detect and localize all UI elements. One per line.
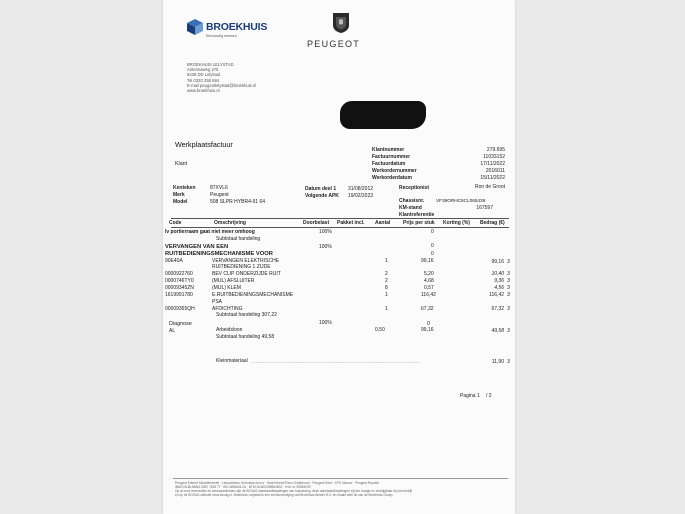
apk-label: Volgende APK — [305, 193, 339, 199]
chassis-label: Chassisnr. — [399, 198, 425, 204]
row-price: 116,42 — [421, 292, 436, 298]
chassis-value: VF38ORHC8CL065439 — [436, 198, 486, 203]
row-qty: 1 — [385, 306, 388, 312]
meta-label: Factuurdatum — [372, 161, 406, 167]
klant-label: Klant — [175, 161, 188, 167]
row-code: 90E40A — [165, 258, 183, 264]
meta-value: 2016011 — [485, 168, 505, 174]
klantref-label: Klantreferentie — [399, 212, 435, 218]
broekhuis-tagline: Eenvoudig mensen — [206, 34, 237, 38]
meta-value: 17/11/2022 — [480, 161, 505, 167]
address-line: Antennaweg 275 — [187, 67, 219, 73]
meta-label: Werkordernummer — [372, 168, 417, 174]
row-code: AL — [169, 328, 176, 334]
invoice-page — [163, 0, 515, 514]
page-total: / 2 — [486, 393, 492, 399]
meta-value: 11033152 — [483, 154, 505, 160]
kleinmateriaal-label: Kleinmateriaal — [216, 358, 248, 364]
footer-line: IBAN NL38 ABNA 0567 7825 77 · BIC ABNANL2A · BTW NL800208584B01 · KvK nr. 39084039 — [175, 485, 311, 490]
line-doorbelast: 100% — [319, 320, 332, 326]
row-description: AFDICHTING — [212, 306, 243, 312]
kleinmateriaal-vat: 3 — [507, 359, 510, 365]
row-qty: 8 — [385, 285, 388, 291]
address-line: www.broekhuis.nl — [187, 88, 220, 94]
merk-value: Peugeot — [210, 192, 229, 198]
col-aantal: Aantal — [375, 220, 391, 226]
row-code: 0000922760 — [165, 271, 193, 277]
col-code: Code — [169, 220, 182, 226]
row-vat-code: 3 — [507, 328, 510, 334]
footer — [175, 481, 412, 497]
row-vat-code: 3 — [507, 306, 510, 312]
peugeot-lion-icon — [332, 12, 350, 34]
leader-dots: ........................................................................................................................................................ — [251, 359, 420, 364]
document-title: Werkplaatsfactuur — [175, 140, 233, 149]
row-description: Arbeidsloon — [216, 327, 243, 333]
row-code: 00009345ZN — [165, 285, 194, 291]
merk-label: Merk — [173, 192, 185, 198]
footer-line: Op al onze leveranties en werkzaamheden zijn de BOVAG standaardbepalingen van toepassing, deze standaardbepalingen zijn ter inzage en verkrijgbaar bij ons bedrijf — [175, 489, 413, 494]
footer-line: Peugeot Erkend Schadeherstel · Leeuwekeus Gebruikte Auto's · Seat Erkend Reco Onderhoud · Peugeot Rent · LPG Inbouw · Peugeot Repride — [175, 481, 380, 485]
row-qty: 1 — [385, 258, 388, 264]
line-heading: RUITBEDIENINGSMECHANISME VOOR — [165, 251, 273, 257]
col-bedrag: Bedrag (€) — [480, 220, 505, 226]
dealer-address — [187, 62, 256, 93]
row-qty: 0,50 — [375, 327, 385, 333]
row-description: E.RUITBEDIENINGSMECHANISME — [212, 292, 294, 298]
address-line: Tel 0320 258 684 — [187, 77, 220, 83]
line-price: 0 — [431, 251, 434, 257]
row-code: Diagnose — [169, 321, 192, 327]
address-line: E-mail peugeotlelystad@broekhuis.nl — [187, 82, 257, 88]
line-description: lv portierraam gaat niet meer omhoog — [165, 229, 255, 235]
row-description: BEV CLIP ONDERZIJDE RUIT — [212, 271, 281, 277]
table-rule-top — [171, 218, 509, 219]
kleinmateriaal-amount: 11,90 — [491, 359, 504, 365]
row-description: VERVANGEN ELEKTRISCHE — [212, 258, 280, 264]
datum-value: 31/08/2012 — [348, 186, 374, 192]
meta-value: 15/11/2022 — [480, 175, 505, 181]
subtotal-label: Subtotaal handeling — [216, 236, 261, 242]
row-price: 5,20 — [424, 271, 434, 277]
row-price: 67,32 — [421, 306, 434, 312]
col-doorbelast: Doorbelast — [303, 220, 330, 226]
col-omschrijving: Omschrijving — [214, 220, 246, 226]
col-korting: Korting (%) — [443, 220, 470, 226]
kenteken-value: 87XVL6 — [210, 185, 228, 191]
subtotal-price: 0 — [431, 243, 434, 249]
row-amount: 4,56 — [494, 285, 504, 291]
redacted-customer-address — [340, 101, 426, 129]
model-label: Model — [173, 199, 188, 205]
receptionist-label: Receptionist — [399, 185, 430, 191]
line-heading: VERVANGEN VAN EEN — [165, 244, 229, 250]
row-price: 99,16 — [421, 327, 434, 333]
row-amount: 49,58 — [491, 328, 504, 334]
row-code: 0000746TY0 — [165, 278, 194, 284]
row-amount: 67,32 — [491, 306, 504, 312]
row-amount: 99,16 — [491, 259, 504, 265]
datum-label: Datum deel 1 — [305, 186, 337, 192]
subtotal-label: Subtotaal handeling 307,22 — [216, 312, 277, 318]
page-label: Pagina 1 — [460, 393, 480, 399]
line-doorbelast: 100% — [319, 244, 332, 250]
col-prijs: Prijs per stuk — [403, 220, 435, 226]
model-value: 508 SLPR HYBR4-91 64 — [210, 199, 266, 205]
meta-label: Factuurnummer — [372, 154, 411, 160]
subtotal-label: Subtotaal handeling 49,58 — [216, 334, 275, 340]
meta-label: Klantnummer — [372, 147, 405, 153]
address-line: BROEKHUIS LELYSTAD — [187, 62, 234, 67]
meta-value: 279.695 — [486, 147, 505, 153]
row-qty: 2 — [385, 271, 388, 277]
table-rule-header — [171, 227, 509, 228]
footer-line: en op de BOVAG-website www.bovag.nl. Broekhuis Lelystad is een servicevestiging van Broekhuis Almere B.V. en maakt deel uit van de Broekhuis Groep. — [175, 493, 394, 498]
row-vat-code: 3 — [507, 259, 510, 265]
row-qty: 1 — [385, 292, 388, 298]
line-doorbelast: 100% — [319, 229, 332, 235]
row-description: RUITBEDIENING 1 ZIJDE — [212, 264, 271, 270]
row-description: (MUL) KLEM — [212, 285, 241, 291]
row-price: 4,68 — [424, 278, 434, 284]
row-code: 00009365QH — [165, 306, 195, 312]
row-price: 99,16 — [421, 258, 434, 264]
kenteken-label: Kenteken — [173, 185, 196, 191]
row-description: PSA — [212, 299, 223, 305]
row-amount: 9,36 — [494, 278, 504, 284]
meta-label: Werkorderdatum — [372, 175, 412, 181]
broekhuis-brand: BROEKHUIS — [206, 21, 268, 33]
km-label: KM-stand — [399, 205, 422, 211]
row-qty: 2 — [385, 278, 388, 284]
row-amount: 116,42 — [489, 292, 504, 298]
footer-rule — [173, 478, 508, 479]
receptionist-value: Ron de Groot — [474, 184, 505, 190]
address-line: 8239 DD Lelystad — [187, 72, 221, 78]
line-price: 0 — [427, 321, 430, 327]
col-pakket: Pakket incl. — [337, 220, 365, 226]
row-vat-code: 3 — [507, 292, 510, 298]
line-price: 0 — [431, 229, 434, 235]
row-vat-code: 3 — [507, 285, 510, 291]
peugeot-wordmark: PEUGEOT — [307, 39, 361, 49]
apk-value: 19/02/2023 — [348, 193, 374, 199]
row-code: 1619991780 — [165, 292, 193, 298]
row-amount: 10,40 — [491, 271, 504, 277]
row-vat-code: 3 — [507, 278, 510, 284]
broekhuis-cube-icon — [187, 19, 203, 35]
row-vat-code: 3 — [507, 271, 510, 277]
km-value: 167597 — [476, 205, 493, 211]
row-description: (MUL) AFSLUITER — [212, 278, 255, 284]
row-price: 0,57 — [424, 285, 434, 291]
